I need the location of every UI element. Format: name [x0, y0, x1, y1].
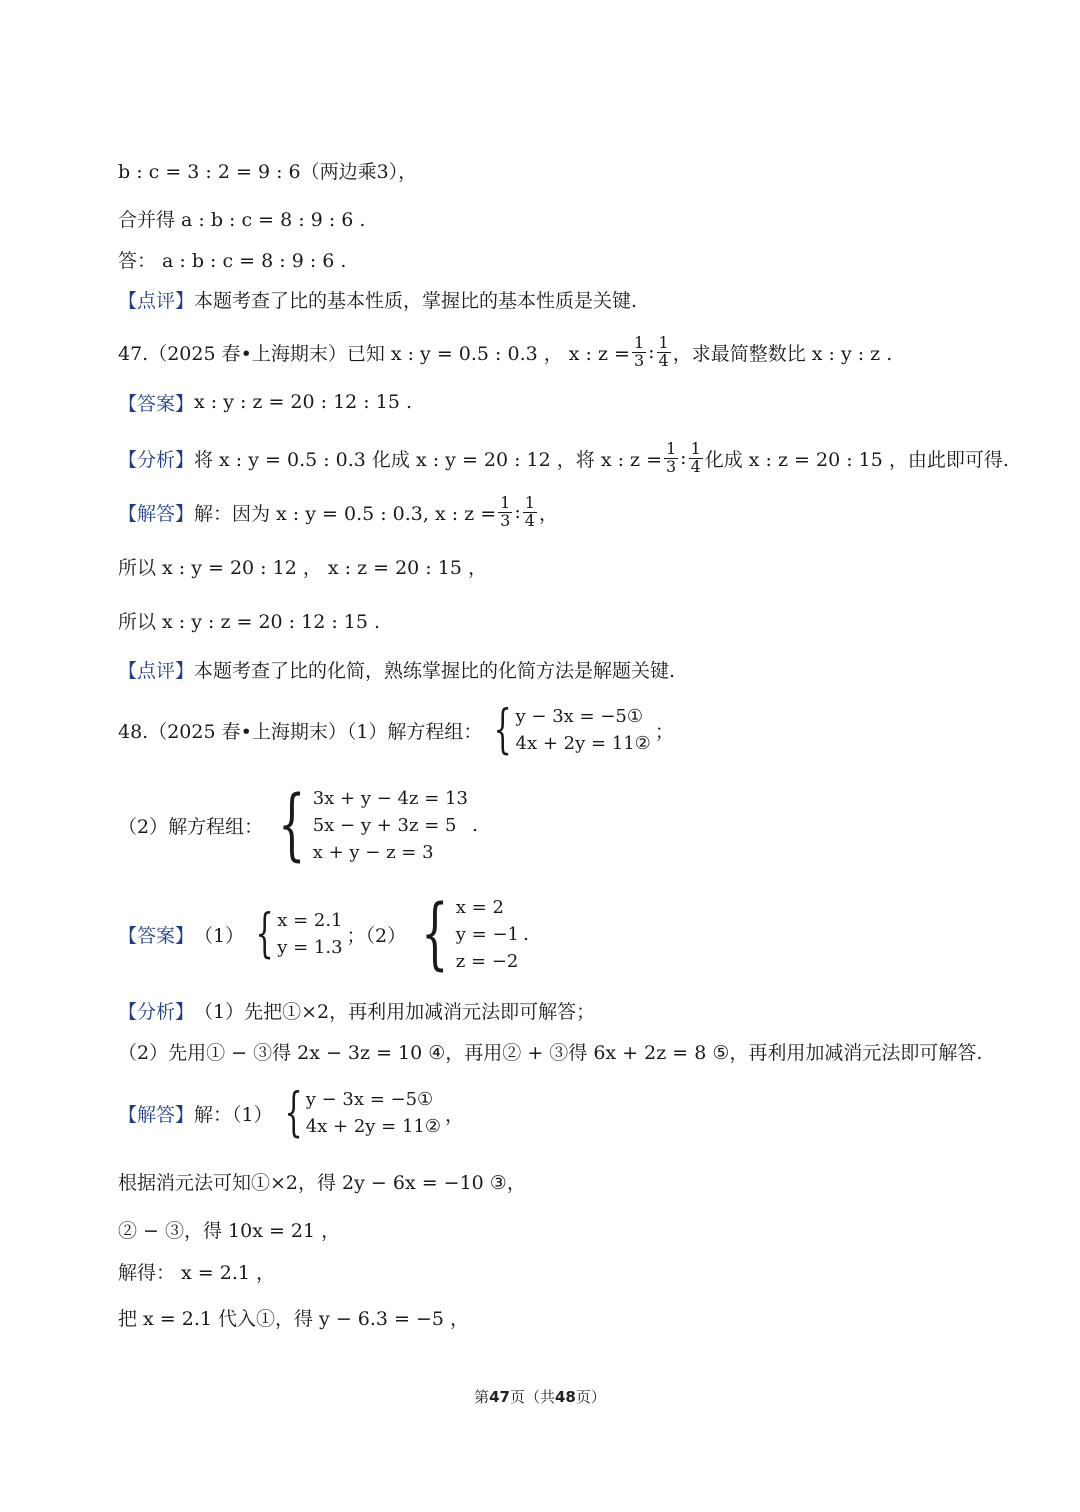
- solution-47-step-3: 所以 x : y : z = 20 : 12 : 15 .: [118, 610, 381, 633]
- solution-system: { y − 3x = −5① 4x + 2y = 11②: [284, 1083, 442, 1143]
- solution-48-step-2: 根据消元法可知①×2，得 2y − 6x = −10 ③，: [118, 1171, 526, 1194]
- fraction-one-fourth: $\frac{1}{4}$: [690, 438, 701, 476]
- fraction-one-third: $\frac{1}{3}$: [633, 332, 645, 370]
- solution-48-step-3: ② − ③，得 10x = 21 ，: [118, 1219, 341, 1242]
- answer-48: 【答案】 （1） { x = 2.1 y = 1.3 ；（2） { x = 2 y = −1 z = −2 .: [118, 889, 530, 979]
- page-number: 47: [489, 1388, 510, 1406]
- page-footer: 第47页（共48页）: [474, 1388, 606, 1406]
- fraction-one-third: $\frac{1}{3}$: [500, 492, 511, 530]
- solution-48-step-5: 把 x = 2.1 代入①，得 y − 6.3 = −5 ，: [118, 1307, 470, 1330]
- brace-icon: {: [278, 780, 306, 870]
- text-line-merge: 合并得 a : b : c = 8 : 9 : 6 .: [118, 208, 366, 231]
- equation-system-2: { 3x + y − 4z = 13 5x − y + 3z = 5 x + y − z = 3: [278, 780, 468, 870]
- brace-icon: {: [284, 1083, 303, 1143]
- analysis-48-part2: （2）先用① − ③得 2x − 3z = 10 ④，再用② + ③得 6x + 2z = 8 ⑤，再利用加减消元法即可解答.: [118, 1041, 983, 1064]
- analysis-48-part1: 【分析】 （1）先把①×2，再利用加减消元法即可解答；: [118, 1000, 596, 1023]
- answer-47: 【答案】 x : y : z = 20 : 12 : 15 .: [118, 391, 413, 415]
- solution-48: 【解答】 解：（1） { y − 3x = −5① 4x + 2y = 11② ，: [118, 1083, 465, 1143]
- review-46: 【点评】 本题考查了比的基本性质，掌握比的基本性质是关键.: [118, 289, 638, 312]
- fraction-one-fourth: $\frac{1}{4}$: [524, 492, 535, 530]
- fraction-one-fourth: $\frac{1}{4}$: [658, 332, 669, 370]
- fraction-one-third: $\frac{1}{3}$: [665, 438, 677, 476]
- review-47: 【点评】 本题考查了比的化简，熟练掌握比的化简方法是解题关键.: [118, 659, 676, 682]
- analysis-47: 【分析】 将 x : y = 0.5 : 0.3 化成 x : y = 20 : 12 ，将 x : z = $\frac{1}{3}$ : $\frac{1}{4}$ 化成 x : z = 20 : 15 ，由此即可得.: [118, 438, 1009, 476]
- brace-icon: {: [255, 904, 274, 964]
- brace-icon: {: [421, 889, 449, 979]
- question-47: 47.（2025 春•上海期末）已知 x : y = 0.5 : 0.3 ， x : z = $\frac{1}{3}$ : $\frac{1}{4}$ ，求最简整数比 x : y : z .: [118, 332, 893, 370]
- answer-system-2: { x = 2 y = −1 z = −2: [421, 889, 519, 979]
- solution-47-step-2: 所以 x : y = 20 : 12 ， x : z = 20 : 15 ，: [118, 556, 487, 579]
- solution-48-step-4: 解得： x = 2.1 ，: [118, 1261, 276, 1284]
- question-48-part2: （2）解方程组： { 3x + y − 4z = 13 5x − y + 3z = 5 x + y − z = 3 .: [118, 780, 478, 870]
- text-line-ratio-bc: b : c = 3 : 2 = 9 : 6（两边乘3），: [118, 160, 418, 183]
- text-line-answer: 答： a : b : c = 8 : 9 : 6 .: [118, 249, 347, 272]
- page-total: 48: [555, 1388, 576, 1406]
- question-48-part1: 48.（2025 春•上海期末）（1）解方程组： { y − 3x = −5① 4x + 2y = 11② ；: [118, 700, 674, 760]
- answer-system-1: { x = 2.1 y = 1.3: [255, 904, 343, 964]
- equation-system-1: { y − 3x = −5① 4x + 2y = 11②: [493, 700, 651, 760]
- brace-icon: {: [493, 700, 513, 760]
- solution-47: 【解答】 解：因为 x : y = 0.5 : 0.3, x : z = $\frac{1}{3}$ : $\frac{1}{4}$ ，: [118, 492, 558, 530]
